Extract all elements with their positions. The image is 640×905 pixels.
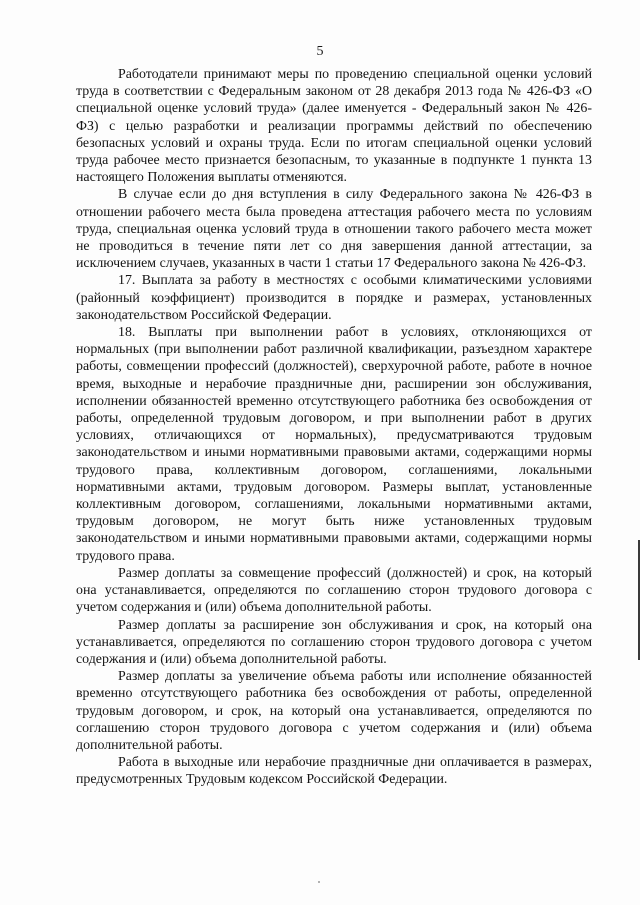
paragraph-weekend-pay: Работа в выходные или нерабочие праздничные дни оплачивается в размерах, предусмотренных Трудовым кодексом Российской Федерации. xyxy=(76,755,592,788)
paragraph-attestation: В случае если до дня вступления в силу Федерального закона № 426-ФЗ в отношении рабочего места была проведена аттестация рабочего места по условиям труда, специальная оценка условий труда в отношении такого рабочего места может не проводиться в течение пяти лет со дня завершения данной аттестации, за исключением случаев, указанных в части 1 статьи 17 Федерального закона № 426-ФЗ. xyxy=(76,187,592,272)
document-body xyxy=(76,66,592,789)
paragraph-item-17: 17. Выплата за работу в местностях с особыми климатическими условиями (районный коэффициент) производится в порядке и размерах, установленных законодательством Российской Федерации. xyxy=(76,273,592,323)
page-number: 5 xyxy=(316,44,324,59)
paragraph-combination-surcharge: Размер доплаты за совмещение профессий (должностей) и срок, на который она устанавливается, определяются по соглашению сторон трудового договора с учетом содержания и (или) объема дополнительной работы. xyxy=(76,565,592,616)
paragraph-workload-surcharge: Размер доплаты за увеличение объема работы или исполнение обязанностей временно отсутствующего работника без освобождения от работы, определенной трудовым договором, и срок, на который она устанавливается, определяются по соглашению сторон трудового договора с учетом содержания и (или) объема дополнительной работы. xyxy=(76,669,592,753)
paragraph-item-18: 18. Выплаты при выполнении работ в условиях, отклоняющихся от нормальных (при выполнении работ различной квалификации, разъездном характере работы, совмещении профессий (должностей), сверхурочной работе, работе в ночное время, выходные и нерабочие праздничные дни, расширении зон обслуживания, исполнении обязанностей временно отсутствующего работника без освобождения от работы, определенной трудовым договором, и при выполнении работ в других условиях, отличающихся от нормальных), предусматриваются трудовым законодательством и иными нормативными правовыми актами, содержащими нормы трудового права, коллективным договором, соглашениями, локальными нормативными актами, трудовым договором. Размеры выплат, установленные коллективным договором, соглашениями, локальными нормативными актами, трудовым договором, не могут быть ниже установленных трудовым законодательством и иными нормативными правовыми актами, содержащими нормы трудового права. xyxy=(76,325,592,564)
scan-speck xyxy=(318,881,320,883)
paragraph-service-zone-surcharge: Размер доплаты за расширение зон обслуживания и срок, на который она устанавливается, определяются по соглашению сторон трудового договора с учетом содержания и (или) объема дополнительной работы. xyxy=(76,617,592,667)
paragraph-special-assessment: Работодатели принимают меры по проведению специальной оценки условий труда в соответствии с Федеральным законом от 28 декабря 2013 года № 426-ФЗ «О специальной оценке условий труда» (далее именуется - Федеральный закон № 426-ФЗ) с целью разработки и реализации программы действий по обеспечению безопасных условий и охраны труда. Если по итогам специальной оценки условий труда рабочее место признается безопасным, то указанные в подпункте 1 пункта 13 настоящего Положения выплаты отменяются. xyxy=(76,67,592,186)
